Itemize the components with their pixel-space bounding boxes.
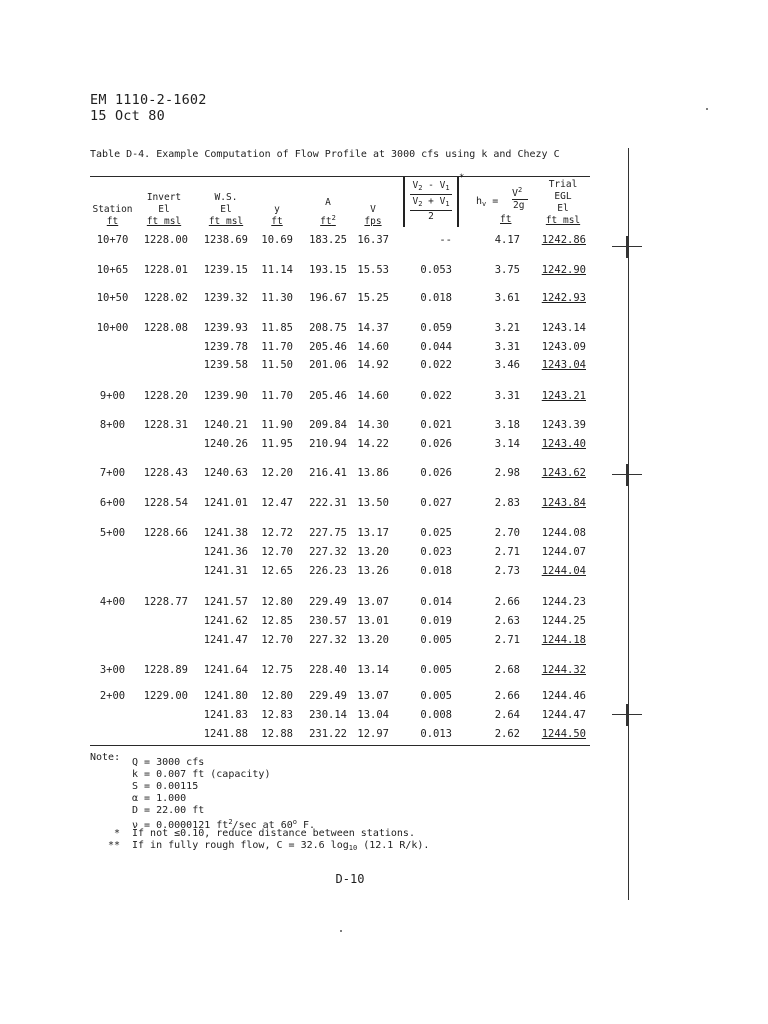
velocity-ratio-cell: 0.005 [420,664,452,676]
velocity-head-cell: 2.63 [494,615,520,627]
velocity-head-cell: 3.31 [494,390,520,402]
velocity-ratio-cell: 0.027 [420,497,452,509]
depth-cell: 10.69 [261,234,293,246]
invert-cell: 1228.31 [143,419,188,431]
depth-cell: 12.72 [261,527,293,539]
velocity-head-cell: 2.66 [494,596,520,608]
ws-elevation-cell: 1241.80 [203,690,248,702]
ws-elevation-cell: 1241.88 [203,728,248,740]
area-cell: 196.67 [309,292,347,304]
area-cell: 227.32 [309,546,347,558]
trial-egl-cell: 1244.47 [541,709,586,721]
velocity-head-cell: 2.73 [494,565,520,577]
ws-elevation-cell: 1240.26 [203,438,248,450]
velocity-head-cell: 2.71 [494,546,520,558]
velocity-ratio-cell: 0.026 [420,438,452,450]
trial-egl-cell: 1244.04 [541,565,586,577]
depth-cell: 12.88 [261,728,293,740]
invert-cell: 1228.20 [143,390,188,402]
trial-egl-cell: 1244.50 [541,728,586,740]
trial-egl-cell: 1243.40 [541,438,586,450]
velocity-ratio-cell: 0.025 [420,527,452,539]
depth-cell: 11.70 [261,341,293,353]
trial-egl-cell: 1243.14 [541,322,586,334]
note-line: k = 0.007 ft (capacity) [132,769,271,780]
velocity-ratio-cell: 0.044 [420,341,452,353]
velocity-head-cell: 2.98 [494,467,520,479]
col-area-header: A $ft^2$ [320,197,336,227]
note-double-star-text: If in fully rough flow, C = 32.6 $\log_{10} (12.1$ R/k). [132,840,430,852]
ws-elevation-cell: 1239.90 [203,390,248,402]
velocity-head-cell: 3.75 [494,264,520,276]
velocity-cell: 14.37 [357,322,389,334]
revision-tick-mark [612,242,642,252]
area-cell: 230.57 [309,615,347,627]
velocity-ratio-cell: 0.013 [420,728,452,740]
velocity-ratio-cell: -- [439,234,452,246]
velocity-ratio-cell: 0.021 [420,419,452,431]
area-cell: 183.25 [309,234,347,246]
col-ratio-header: * $V_2 - V_1$ $V_2 + V_1$ 2 [403,177,459,227]
velocity-head-cell: 3.31 [494,341,520,353]
revision-bar [628,148,629,900]
velocity-head-cell: 3.14 [494,438,520,450]
depth-cell: 12.65 [261,565,293,577]
depth-cell: 12.83 [261,709,293,721]
station-cell: 10+00 [96,322,129,334]
station-cell: 10+65 [96,264,129,276]
velocity-cell: 12.97 [357,728,389,740]
area-cell: 227.32 [309,634,347,646]
invert-cell: 1228.43 [143,467,188,479]
trial-egl-cell: 1244.23 [541,596,586,608]
velocity-head-cell: 3.46 [494,359,520,371]
col-hv-header: $h_v$ = $V^2$ 2g ft [476,184,532,226]
velocity-head-cell: 4.17 [494,234,520,246]
revision-tick-mark [612,470,642,480]
ws-elevation-cell: 1238.69 [203,234,248,246]
depth-cell: 11.14 [261,264,293,276]
velocity-cell: 15.25 [357,292,389,304]
table-bottom-rule [90,745,590,746]
col-y-header: y ft [271,204,283,227]
note-viscosity: ν = 0.0000121 $ft^2/\sec$ at 60$^o$ F. [132,818,316,831]
velocity-cell: 15.53 [357,264,389,276]
velocity-ratio-cell: 0.018 [420,292,452,304]
velocity-ratio-cell: 0.053 [420,264,452,276]
station-cell: 2+00 [99,690,126,702]
depth-cell: 12.85 [261,615,293,627]
area-cell: 229.49 [309,690,347,702]
station-cell: 8+00 [99,419,126,431]
velocity-ratio-cell: 0.059 [420,322,452,334]
velocity-head-cell: 2.70 [494,527,520,539]
velocity-head-cell: 2.66 [494,690,520,702]
velocity-cell: 13.14 [357,664,389,676]
note-line: α = 1.000 [132,793,187,804]
velocity-cell: 13.17 [357,527,389,539]
trial-egl-cell: 1244.18 [541,634,586,646]
page-number: D-10 [335,872,365,886]
area-cell: 210.94 [309,438,347,450]
depth-cell: 12.70 [261,634,293,646]
velocity-cell: 14.30 [357,419,389,431]
area-cell: 209.84 [309,419,347,431]
velocity-cell: 16.37 [357,234,389,246]
velocity-head-cell: 3.21 [494,322,520,334]
station-cell: 9+00 [99,390,126,402]
trial-egl-cell: 1242.86 [541,234,586,246]
depth-cell: 11.85 [261,322,293,334]
depth-cell: 12.70 [261,546,293,558]
depth-cell: 12.75 [261,664,293,676]
velocity-head-cell: 2.64 [494,709,520,721]
velocity-head-cell: 2.62 [494,728,520,740]
station-cell: 5+00 [99,527,126,539]
velocity-head-cell: 2.83 [494,497,520,509]
note-line: S = 0.00115 [132,781,199,792]
depth-cell: 12.20 [261,467,293,479]
ws-elevation-cell: 1241.01 [203,497,248,509]
col-egl-header: Trial EGL El ft msl [545,179,581,226]
ws-elevation-cell: 1239.32 [203,292,248,304]
velocity-ratio-cell: 0.018 [420,565,452,577]
invert-cell: 1228.77 [143,596,188,608]
velocity-ratio-cell: 0.008 [420,709,452,721]
document-number: EM 1110-2-1602 [90,92,207,108]
ws-elevation-cell: 1241.57 [203,596,248,608]
invert-cell: 1228.54 [143,497,188,509]
trial-egl-cell: 1244.25 [541,615,586,627]
note-line: Q = 3000 cfs [132,757,205,768]
area-cell: 228.40 [309,664,347,676]
note-line: D = 22.00 ft [132,805,205,816]
ws-elevation-cell: 1240.21 [203,419,248,431]
note-star-mark: * [114,828,121,839]
velocity-ratio-cell: 0.022 [420,390,452,402]
invert-cell: 1229.00 [143,690,188,702]
depth-cell: 12.80 [261,596,293,608]
ws-elevation-cell: 1239.93 [203,322,248,334]
col-ws-header: W.S. El ft msl [208,192,244,227]
trial-egl-cell: 1242.90 [541,264,586,276]
invert-cell: 1228.02 [143,292,188,304]
velocity-head-cell: 3.61 [494,292,520,304]
invert-cell: 1228.00 [143,234,188,246]
station-cell: 3+00 [99,664,126,676]
area-cell: 193.15 [309,264,347,276]
area-cell: 229.49 [309,596,347,608]
velocity-cell: 13.01 [357,615,389,627]
trial-egl-cell: 1242.93 [541,292,586,304]
trial-egl-cell: 1244.07 [541,546,586,558]
table-caption: Table D-4. Example Computation of Flow Profile at 3000 cfs using k and Chezy C [90,149,560,160]
ws-elevation-cell: 1239.78 [203,341,248,353]
invert-cell: 1228.89 [143,664,188,676]
depth-cell: 11.70 [261,390,293,402]
velocity-cell: 13.26 [357,565,389,577]
trial-egl-cell: 1243.09 [541,341,586,353]
ws-elevation-cell: 1241.38 [203,527,248,539]
revision-tick-mark [612,710,642,720]
trial-egl-cell: 1244.46 [541,690,586,702]
station-cell: 10+50 [96,292,129,304]
area-cell: 222.31 [309,497,347,509]
depth-cell: 11.30 [261,292,293,304]
area-cell: 216.41 [309,467,347,479]
area-cell: 230.14 [309,709,347,721]
trial-egl-cell: 1243.84 [541,497,586,509]
station-cell: 7+00 [99,467,126,479]
ws-elevation-cell: 1240.63 [203,467,248,479]
area-cell: 227.75 [309,527,347,539]
area-cell: 226.23 [309,565,347,577]
ws-elevation-cell: 1241.64 [203,664,248,676]
velocity-cell: 13.07 [357,690,389,702]
velocity-cell: 13.07 [357,596,389,608]
ws-elevation-cell: 1241.62 [203,615,248,627]
area-cell: 205.46 [309,390,347,402]
velocity-ratio-cell: 0.023 [420,546,452,558]
station-cell: 10+70 [96,234,129,246]
trial-egl-cell: 1243.04 [541,359,586,371]
velocity-ratio-cell: 0.005 [420,690,452,702]
station-cell: 6+00 [99,497,126,509]
area-cell: 208.75 [309,322,347,334]
col-station-header: Station ft [92,204,133,227]
velocity-cell: 13.50 [357,497,389,509]
velocity-cell: 13.86 [357,467,389,479]
velocity-cell: 14.60 [357,341,389,353]
col-invert-header: Invert El ft msl [146,192,182,227]
ws-elevation-cell: 1241.47 [203,634,248,646]
velocity-ratio-cell: 0.019 [420,615,452,627]
document-date: 15 Oct 80 [90,108,165,124]
velocity-cell: 13.20 [357,546,389,558]
note-star-text: If not ≤0.10, reduce distance between stations. [132,828,415,839]
area-cell: 231.22 [309,728,347,740]
col-velocity-header: V fps [364,204,382,227]
trial-egl-cell: 1244.32 [541,664,586,676]
ws-elevation-cell: 1241.36 [203,546,248,558]
area-cell: 205.46 [309,341,347,353]
depth-cell: 11.50 [261,359,293,371]
invert-cell: 1228.08 [143,322,188,334]
ws-elevation-cell: 1241.31 [203,565,248,577]
velocity-ratio-cell: 0.014 [420,596,452,608]
note-double-star-mark: ** [108,840,121,851]
velocity-head-cell: 2.71 [494,634,520,646]
depth-cell: 11.90 [261,419,293,431]
depth-cell: 12.80 [261,690,293,702]
invert-cell: 1228.01 [143,264,188,276]
invert-cell: 1228.66 [143,527,188,539]
velocity-cell: 14.60 [357,390,389,402]
trial-egl-cell: 1244.08 [541,527,586,539]
velocity-ratio-cell: 0.022 [420,359,452,371]
ws-elevation-cell: 1239.15 [203,264,248,276]
table-top-rule [90,176,590,177]
velocity-ratio-cell: 0.005 [420,634,452,646]
depth-cell: 11.95 [261,438,293,450]
velocity-cell: 13.20 [357,634,389,646]
velocity-ratio-cell: 0.026 [420,467,452,479]
trial-egl-cell: 1243.39 [541,419,586,431]
ws-elevation-cell: 1239.58 [203,359,248,371]
trial-egl-cell: 1243.21 [541,390,586,402]
station-cell: 4+00 [99,596,126,608]
velocity-cell: 14.22 [357,438,389,450]
velocity-cell: 13.04 [357,709,389,721]
velocity-cell: 14.92 [357,359,389,371]
area-cell: 201.06 [309,359,347,371]
notes-label: Note: [90,752,121,763]
page-speck [340,930,342,932]
depth-cell: 12.47 [261,497,293,509]
ws-elevation-cell: 1241.83 [203,709,248,721]
velocity-head-cell: 2.68 [494,664,520,676]
page-speck [706,108,708,110]
velocity-head-cell: 3.18 [494,419,520,431]
trial-egl-cell: 1243.62 [541,467,586,479]
